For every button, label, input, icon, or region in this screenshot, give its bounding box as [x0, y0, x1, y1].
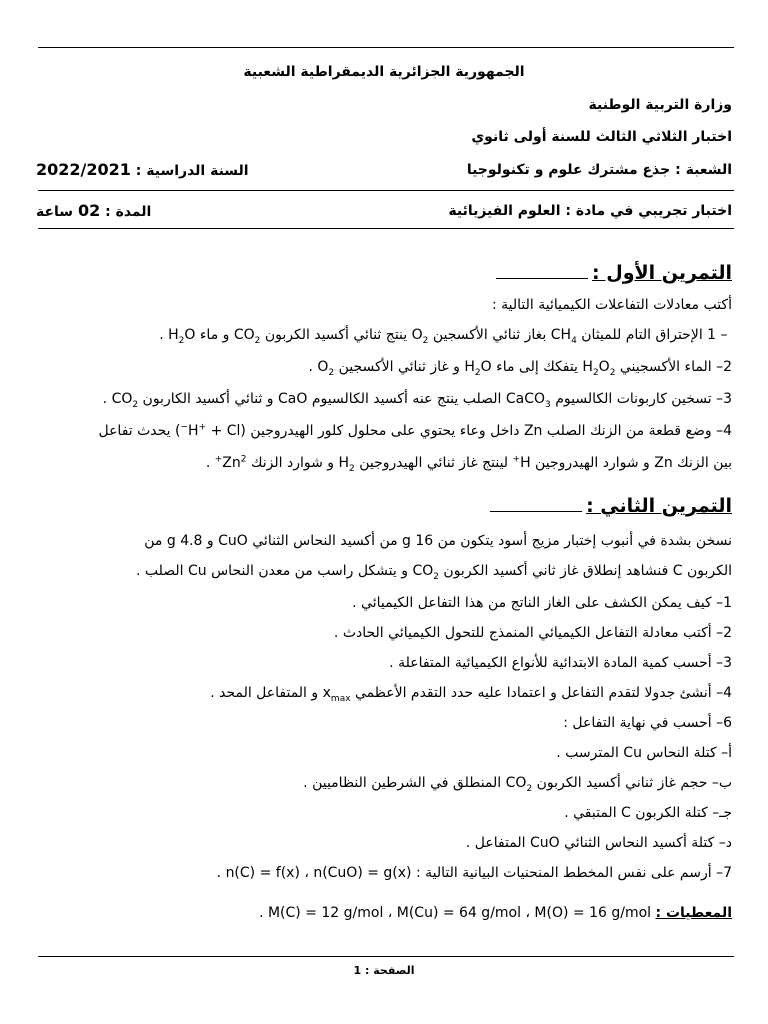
- ex2-q4: 4– أنشئ جدولا لتقدم التفاعل و اعتمادا عليه حدد التقدم الأعظمي $x_{max}$ و المتفاعل المحد .: [210, 685, 732, 704]
- ex1-item-4-cont: بين الزنك Zn و شوارد الهيدروجين H+ لينتج غاز ثنائي الهيدروجين $H_2$ و شوارد الزنك $Zn^{2+}$ .: [205, 454, 732, 474]
- subject-rule: [38, 228, 734, 229]
- branch-label: الشعبة : جذع مشترك علوم و تكنولوجيا: [466, 162, 732, 178]
- ex1-item-4: 4– وضع قطعة من الزنك الصلب Zn داخل وعاء يحتوي على محلول كلور الهيدروجين (H+ + Cl−) يحدث تفاعل: [98, 422, 732, 439]
- top-rule: [38, 47, 734, 48]
- ex1-item-1: – 1 الإحتراق التام للميثان $CH_4$ بغاز ثنائي الأكسجين $O_2$ ينتج ثنائي أكسيد الكربون $CO_2$ و ماء $H_2O$ .: [159, 327, 732, 346]
- exercise2-title-text: التمرين الثاني :: [586, 495, 732, 517]
- ex1-item-2: 2– الماء الأكسجيني $H_2O_2$ يتفكك إلى ماء $H_2O$ و غاز ثنائي الأكسجين $O_2$ .: [308, 359, 732, 378]
- given-label: المعطيات :: [655, 905, 732, 921]
- title-blank-line: [490, 511, 582, 512]
- exercise2-title: [36, 494, 732, 518]
- ex1-item-3: 3– تسخين كاربونات الكالسيوم CaCO$_3$ الصلب ينتج عنه أكسيد الكالسيوم CaO و ثنائي أكسيد الكاربون $CO_2$ .: [102, 391, 732, 410]
- duration-value: 02: [77, 201, 101, 220]
- exercise1-title-text: التمرين الأول :: [592, 262, 732, 284]
- ministry-title: وزارة التربية الوطنية: [588, 97, 732, 113]
- ex2-q2: 2– أكتب معادلة التفاعل الكيميائي المنمذج للتحول الكيميائي الحادث .: [333, 625, 732, 641]
- subject-label: اختبار تجريبي في مادة : العلوم الفيزيائية: [448, 203, 732, 219]
- duration-label: المدة :: [105, 204, 152, 220]
- title-blank-line: [496, 278, 588, 279]
- ex2-q6b: ب– حجم غاز ثناني أكسيد الكربون $CO_2$ المنطلق في الشرطين النظاميين .: [303, 775, 732, 794]
- footer-rule: [38, 956, 734, 957]
- ex2-q6a: أ– كتلة النحاس Cu المترسب .: [556, 745, 732, 761]
- ex2-q6: 6– أحسب في نهاية التفاعل :: [563, 715, 732, 731]
- ex2-q1: 1– كيف يمكن الكشف على الغاز الناتج من هذا التفاعل الكيميائي .: [352, 595, 732, 611]
- school-year: [36, 161, 249, 180]
- page-number: الصفحة : 1: [353, 964, 415, 977]
- exam-title: اختبار الثلاثي الثالث للسنة أولى ثانوي: [471, 129, 732, 145]
- year-value: 2022/2021: [36, 160, 131, 179]
- ex2-q7: 7– أرسم على نفس المخطط المنحنيات البيانية التالية : n(C) = f(x) ، n(CuO) = g(x) .: [216, 865, 732, 881]
- year-label: السنة الدراسية :: [135, 163, 249, 179]
- ex2-text-1: نسخن بشدة في أنبوب إختبار مزيج أسود يتكون من 16 g من أكسيد النحاس الثنائي CuO و 4.8 g من: [144, 533, 732, 549]
- duration: [36, 202, 151, 221]
- ex2-text-2: الكربون C فنشاهد إنطلاق غاز ثاني أكسيد الكربون $CO_2$ و يتشكل راسب من معدن النحاس Cu الصلب .: [135, 563, 732, 582]
- republic-title: الجمهورية الجزائرية الديمقراطية الشعبية: [243, 64, 525, 80]
- branch-line: [36, 161, 732, 179]
- exercise1-intro: أكتب معادلات التفاعلات الكيميائية التالية :: [492, 297, 732, 313]
- header-rule: [38, 190, 734, 191]
- subject-line: [36, 202, 732, 220]
- duration-unit: ساعة: [36, 204, 74, 220]
- ex2-given: المعطيات : M(C) = 12 g/mol ، M(Cu) = 64 g/mol ، M(O) = 16 g/mol .: [259, 905, 732, 921]
- ex2-q6d: د– كتلة أكسيد النحاس الثنائي CuO المتفاعل .: [465, 835, 732, 851]
- ex2-q6c: جـ– كتلة الكربون C المتبقي .: [564, 805, 732, 821]
- ex2-q3: 3– أحسب كمية المادة الابتدائية للأنواع الكيميائية المتفاعلة .: [389, 655, 732, 671]
- exercise1-title: [36, 261, 732, 285]
